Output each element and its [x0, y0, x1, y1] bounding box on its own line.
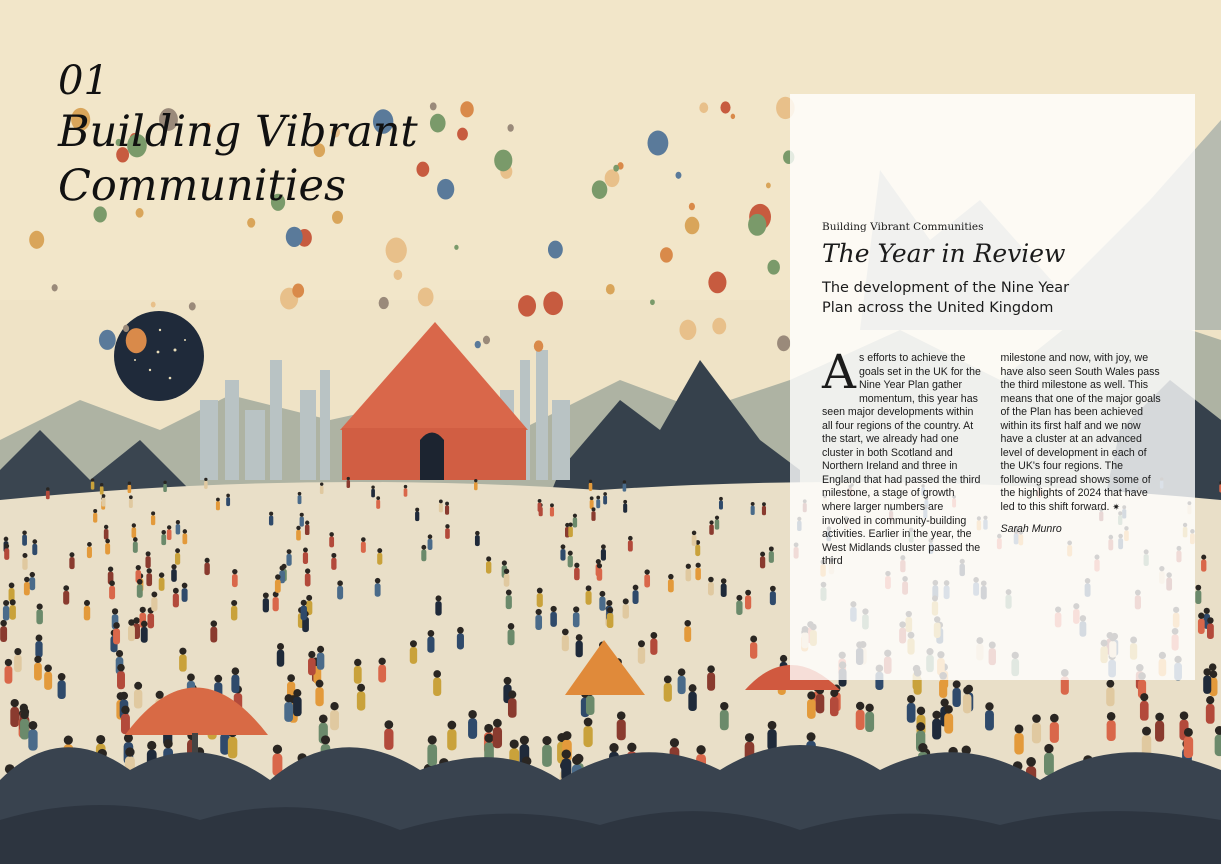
article-column-2: [1001, 352, 1164, 569]
column-2-text: milestone and now, with joy, we have also seen South Wales pass the third milestone as well. This means that one of the major goals of the Plan has been achieved within its first half and we now have a cluster at an advanced level of development in each of the UK's four regions. The following spread shows some of the highlights of 2024 that have led to this shift forward.: [1000, 352, 1161, 514]
chapter-heading: [58, 56, 438, 214]
article-kicker: Building Vibrant Communities: [822, 221, 984, 233]
article-headline: The Year in Review: [822, 239, 1066, 268]
article-column-1: [822, 345, 985, 569]
article-subhead: The development of the Nine Year Plan across the United Kingdom: [822, 280, 1070, 316]
article-author: Sarah Munro: [1000, 522, 1062, 535]
chapter-number: 01: [58, 58, 109, 104]
column-1-text: s efforts to achieve the goals set in the UK for the Nine Year Plan gather momentum, this year has seen major developments within all four regions of the country. At the start, we already had one cluster in both Scotland and Northern Ireland and three in England that had passed the third milestone, a stage of growth where larger numbers are involved in community-building activities. Earlier in the year, the West Midlands cluster passed the third: [822, 352, 981, 568]
end-mark-icon: ✷: [1112, 502, 1120, 513]
article-panel: [790, 94, 1195, 680]
article-body: [822, 345, 1163, 569]
drop-cap: A: [822, 345, 856, 400]
chapter-title: Building Vibrant Communities: [58, 107, 418, 211]
